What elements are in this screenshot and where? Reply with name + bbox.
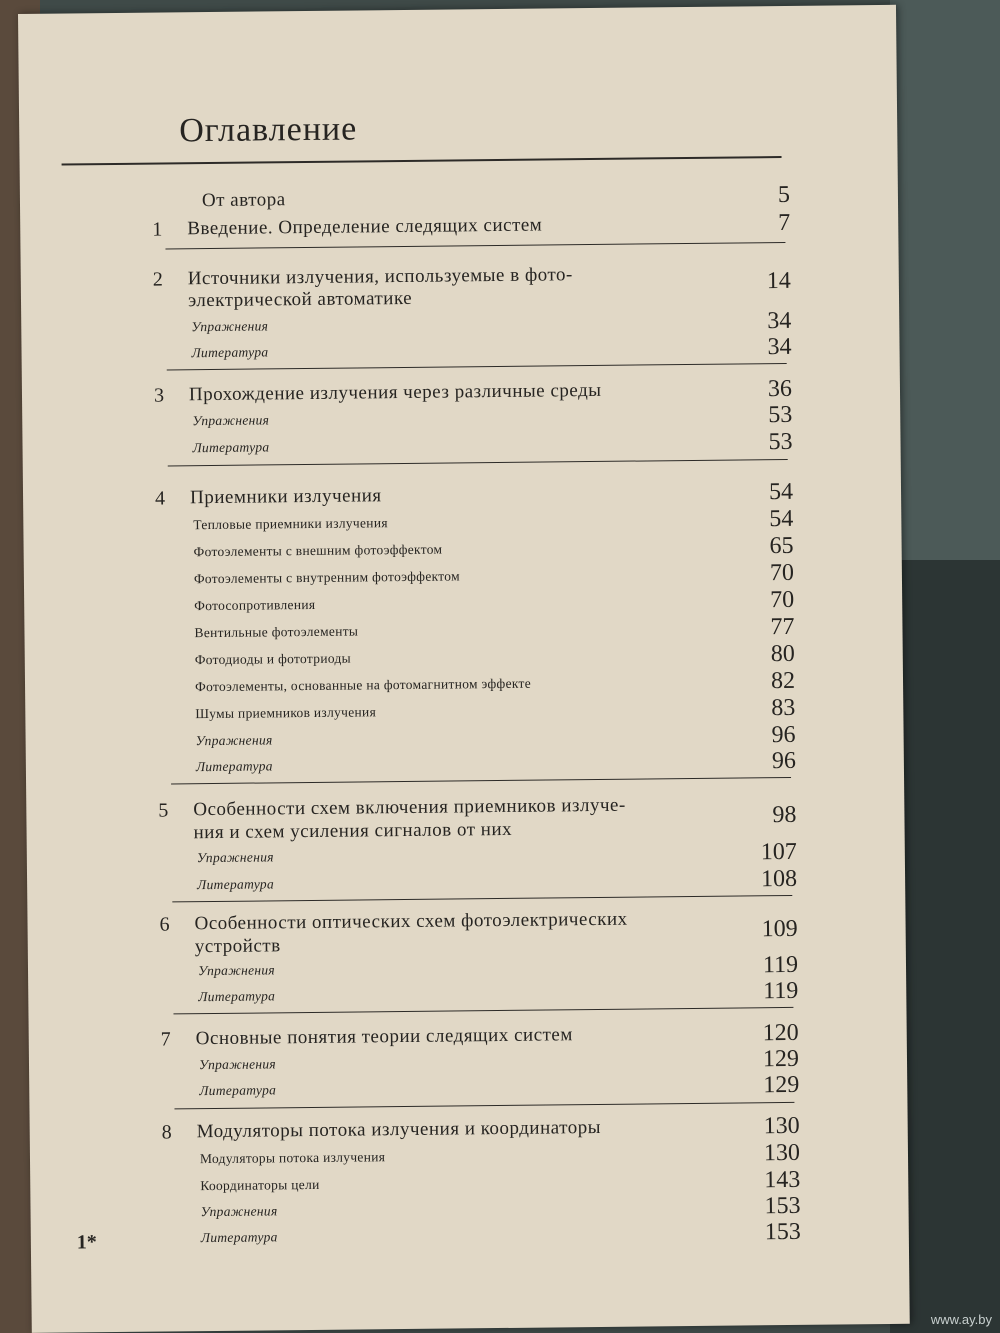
entry-title: Введение. Определение следящих систем bbox=[187, 214, 543, 240]
entry-page: 34 bbox=[767, 333, 792, 361]
entry-page: 130 bbox=[763, 1112, 800, 1140]
entry-title: Упражнения bbox=[191, 318, 269, 335]
entry-title: Модуляторы потока излучения bbox=[199, 1149, 386, 1167]
signature-mark: 1* bbox=[76, 1231, 97, 1254]
watermark: www.ay.by bbox=[930, 1312, 992, 1327]
entry-title: Упражнения bbox=[195, 732, 273, 749]
entry-title: От автора bbox=[201, 189, 286, 212]
entry-page: 96 bbox=[771, 721, 796, 749]
chapter-rule bbox=[165, 242, 785, 250]
entry-page: 129 bbox=[763, 1071, 800, 1099]
entry-page: 80 bbox=[770, 640, 795, 668]
chapter-number: 8 bbox=[161, 1121, 172, 1144]
entry-page: 96 bbox=[771, 747, 797, 775]
chapter-number: 2 bbox=[152, 268, 163, 291]
entry-page: 119 bbox=[763, 977, 799, 1005]
entry-page: 34 bbox=[767, 307, 792, 335]
chapter-number: 6 bbox=[159, 913, 170, 936]
entry-title: Фотодиоды и фототриоды bbox=[194, 650, 352, 668]
entry-page: 108 bbox=[760, 865, 798, 893]
entry-title: Особенности схем включения приемников излуче- bbox=[193, 794, 626, 821]
entry-page: 83 bbox=[771, 694, 796, 722]
entry-page: 54 bbox=[768, 478, 794, 506]
entry-page: 109 bbox=[761, 915, 798, 943]
entry-page: 70 bbox=[770, 586, 795, 614]
entry-page: 53 bbox=[768, 401, 793, 429]
entry-title-cont: устройств bbox=[194, 935, 281, 958]
entry-page: 153 bbox=[764, 1218, 801, 1246]
entry-page: 70 bbox=[769, 559, 795, 587]
entry-title-cont: электрической автоматике bbox=[187, 287, 413, 312]
entry-title: Фотоэлементы с внешним фотоэффектом bbox=[193, 541, 443, 560]
background-fabric-top bbox=[890, 0, 1000, 560]
entry-title-cont: ния и схем усиления сигналов от них bbox=[193, 818, 513, 844]
entry-title: Литература bbox=[195, 758, 273, 775]
entry-title: Особенности оптических схем фотоэлектрических bbox=[194, 908, 628, 935]
entry-page: 119 bbox=[762, 951, 799, 979]
chapter-number: 5 bbox=[158, 799, 169, 822]
entry-page: 143 bbox=[764, 1166, 801, 1194]
entry-title: Вентильные фотоэлементы bbox=[194, 623, 359, 641]
chapter-number: 4 bbox=[154, 487, 166, 510]
entry-title: Литература bbox=[191, 344, 269, 361]
entry-title: Упражнения bbox=[198, 1056, 277, 1073]
entry-title: Фотосопротивления bbox=[194, 596, 316, 614]
entry-title: Упражнения bbox=[192, 412, 270, 429]
entry-title: Прохождение излучения через различные среды bbox=[188, 379, 602, 406]
entry-title: Литература bbox=[200, 1229, 278, 1246]
entry-title: Литература bbox=[198, 988, 276, 1005]
entry-page: 36 bbox=[767, 375, 793, 403]
entry-page: 130 bbox=[763, 1139, 801, 1167]
entry-page: 7 bbox=[778, 209, 791, 237]
entry-title: Приемники излучения bbox=[189, 485, 382, 509]
entry-title: Источники излучения, используемые в фото- bbox=[187, 264, 573, 290]
entry-title: Литература bbox=[192, 439, 270, 456]
entry-title: Основные понятия теории следящих систем bbox=[195, 1024, 573, 1050]
entry-page: 53 bbox=[768, 428, 793, 456]
entry-page: 153 bbox=[764, 1192, 801, 1220]
entry-title: Тепловые приемники излучения bbox=[193, 515, 388, 533]
book-page bbox=[18, 5, 910, 1333]
entry-title: Координаторы цели bbox=[200, 1176, 320, 1194]
chapter-number: 1 bbox=[152, 218, 163, 241]
entry-title: Упражнения bbox=[196, 849, 274, 866]
entry-title: Шумы приемников излучения bbox=[195, 704, 377, 722]
entry-page: 107 bbox=[760, 838, 797, 866]
entry-title: Фотоэлементы, основанные на фотомагнитном эффекте bbox=[194, 675, 532, 695]
entry-title: Упражнения bbox=[200, 1203, 278, 1220]
page-title: Оглавление bbox=[179, 110, 358, 150]
entry-page: 54 bbox=[769, 505, 794, 533]
entry-title: Модуляторы потока излучения и координаторы bbox=[196, 1116, 602, 1143]
title-rule bbox=[62, 156, 782, 165]
entry-page: 5 bbox=[777, 181, 791, 209]
chapter-number: 7 bbox=[160, 1028, 171, 1051]
entry-page: 82 bbox=[770, 667, 796, 695]
entry-title: Литература bbox=[199, 1082, 277, 1099]
entry-title: Фотоэлементы с внутренним фотоэффектом bbox=[193, 568, 460, 587]
entry-page: 120 bbox=[762, 1019, 799, 1047]
entry-page: 14 bbox=[766, 267, 791, 295]
entry-page: 77 bbox=[770, 613, 795, 641]
entry-title: Литература bbox=[197, 876, 275, 893]
entry-page: 98 bbox=[772, 801, 797, 829]
entry-title: Упражнения bbox=[197, 962, 276, 979]
entry-page: 65 bbox=[769, 532, 794, 560]
chapter-number: 3 bbox=[153, 384, 165, 407]
entry-page: 129 bbox=[762, 1045, 800, 1073]
